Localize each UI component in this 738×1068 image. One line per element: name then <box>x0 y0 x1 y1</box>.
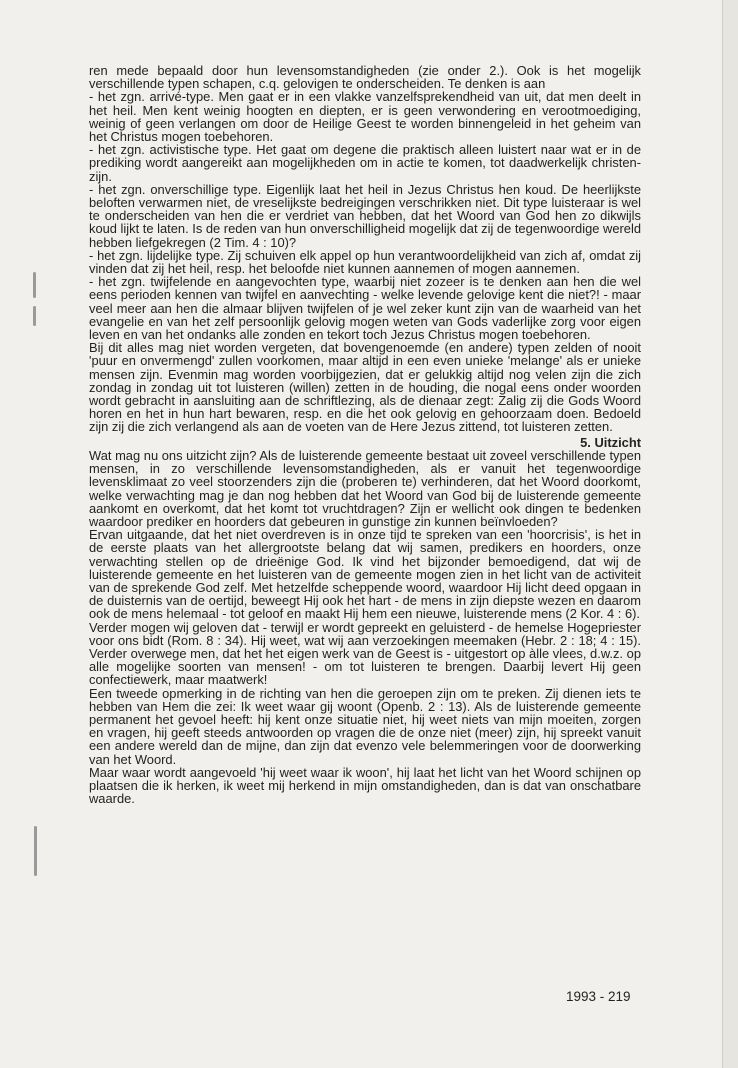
body-text <box>89 64 641 805</box>
margin-mark <box>34 826 37 876</box>
paragraph: - het zgn. onverschillige type. Eigenlijk laat het heil in Jezus Christus hen koud. De heerlijkste beloften verwarmen niet, de vreselijkste bedreigingen verschrikken niet. Dit type luisteraar is wel te onderscheiden van hen die er verdriet van hebben, dat het Woord van God hen zo dikwijls koud lijkt te laten. Is de reden van hun onverschilligheid mogelijk dat zij de tegenwoordige wereld hebben liefgekregen (2 Tim. 4 : 10)? <box>89 181 641 250</box>
section-heading: 5. Uitzicht <box>580 434 641 450</box>
margin-mark <box>33 306 36 326</box>
page-edge <box>722 0 738 1068</box>
paragraph: - het zgn. twijfelende en aangevochten type, waarbij niet zozeer is te denken aan hen die wel eens perioden kennen van twijfel en aanvechting - welke levende gelovige kent die niet?! - maar veel meer aan hen die almaar blijven twijfelen of je wel zeker kunt zijn van de waarheid van het evangelie en van het zelf persoonlijk gelovig mogen weten van Gods vaderlijke zorg voor eigen leven en van het ondanks alle zonden en tekort toch Jezus Christus mogen toebehoren. <box>89 274 641 343</box>
paragraph: Ervan uitgaande, dat het niet overdreven is in onze tijd te spreken van een 'hoorcrisis', is het in de eerste plaats van het allergrootste belang dat wij samen, predikers en hoorders, onze verwachting stellen op de drieënige God. Ik vind het bijzonder bemoedigend, dat wij de luisterende gemeente en het luisteren van de gemeente mogen zien in het licht van de activiteit van de sprekende God zelf. Met hetzelfde scheppende woord, waardoor Hij licht deed opgaan in de duisternis van de oertijd, beweegt Hij ook het hart - de mens in zijn diepste wezen en daarom ook de mens helemaal - tot geloof en maakt Hij hem een nieuwe, luisterende mens (2 Kor. 4 : 6). <box>89 527 641 622</box>
paragraph: ren mede bepaald door hun levensomstandigheden (zie onder 2.). Ook is het mogelijk verschillende typen schapen, c.q. gelovigen te onderscheiden. Te denken is aan <box>89 63 641 92</box>
paragraph: Een tweede opmerking in de richting van hen die geroepen zijn om te preken. Zij dienen iets te hebben van Hem die zei: Ik weet waar gij woont (Openb. 2 : 13). Als de luisterende gemeente permanent het gevoel heeft: hij kent onze situatie niet, hij weet niets van mijn moeiten, zorgen en vragen, hij geeft steeds antwoorden op vragen die de onze niet (meer) zijn, hij spreekt vanuit een andere wereld dan de mijne, dan zijn dat evenzo vele belemmeringen voor de doorwerking van het Woord. <box>89 685 641 767</box>
paragraph: - het zgn. lijdelijke type. Zij schuiven elk appel op hun verantwoordelijkheid van zich af, omdat zij vinden dat zij het heil, resp. het beloofde niet kunnen aannemen of mogen aannemen. <box>89 247 641 277</box>
page-number: 1993 - 219 <box>566 989 631 1004</box>
paragraph: Verder mogen wij geloven dat - terwijl er wordt gepreekt en geluisterd - de hemelse Hogepriester voor ons bidt (Rom. 8 : 34). Hij weet, wat wij aan verzoekingen meemaken (Hebr. 2 : 18; 4 : 15). Verder overwege men, dat het het eigen werk van de Geest is - uitgestort op àlle vlees, d.w.z. op alle mogelijke soorten van mensen! - om tot luisteren te brengen. Daarbij levert Hij geen confectiewerk, maar maatwerk! <box>89 619 641 688</box>
margin-mark <box>33 272 36 298</box>
paragraph: Wat mag nu ons uitzicht zijn? Als de luisterende gemeente bestaat uit zoveel verschillende typen mensen, in zo verschillende levensomstandigheden, als er vanuit het tegenwoordige levensklimaat zo veel stoorzenders zijn die (proberen te) verhinderen, dat het Woord doorkomt, welke verwachting mag je dan nog hebben dat het Woord van God bij de luisterende gemeente aankomt en overkomt, dat het komt tot vruchtdragen? Zijn er wellicht ook dingen te bedenken waardoor prediker en hoorders dat gebeuren in gunstige zin kunnen beïnvloeden? <box>89 447 641 529</box>
paragraph: Bij dit alles mag niet worden vergeten, dat bovengenoemde (en andere) typen zelden of nooit 'puur en onvermengd' zullen voorkomen, maar altijd in een even unieke 'melange' als er unieke mensen zijn. Evenmin mag worden voorbijgezien, dat er gelukkig altijd nog velen zijn die zich zondag in zondag uit tot luisteren (willen) zetten in de houding, die nogal eens onder woorden wordt gebracht in aansluiting aan de schriftlezing, als de dienaar zegt: Zalig zij die Gods Woord horen en het in hun hart bewaren, resp. en die het ook gelovig en gehoorzaam doen. Bedoeld zijn zij die zich verlangend als aan de voeten van de Here Jezus zittend, tot luisteren zetten. <box>89 340 641 435</box>
paragraph: - het zgn. arrivé-type. Men gaat er in een vlakke vanzelfsprekendheid van uit, dat men deelt in het heil. Men kent weinig hoogten en diepten, er is geen verwondering en verootmoediging, weinig of geen verlangen om door de Heilige Geest te worden binnengeleid in het geheim van het Christus mogen toebehoren. <box>89 89 641 145</box>
paragraph: - het zgn. activistische type. Het gaat om degene die praktisch alleen luistert naar wat er in de prediking wordt aangereikt aan mogelijkheden om in actie te komen, tot daadwerkelijk christen-zijn. <box>89 142 641 184</box>
paragraph: Maar waar wordt aangevoeld 'hij weet waar ik woon', hij laat het licht van het Woord schijnen op plaatsen die ik herken, ik weet mij herkend in mijn omstandigheden, dan is dat van onschatbare waarde. <box>89 764 641 807</box>
